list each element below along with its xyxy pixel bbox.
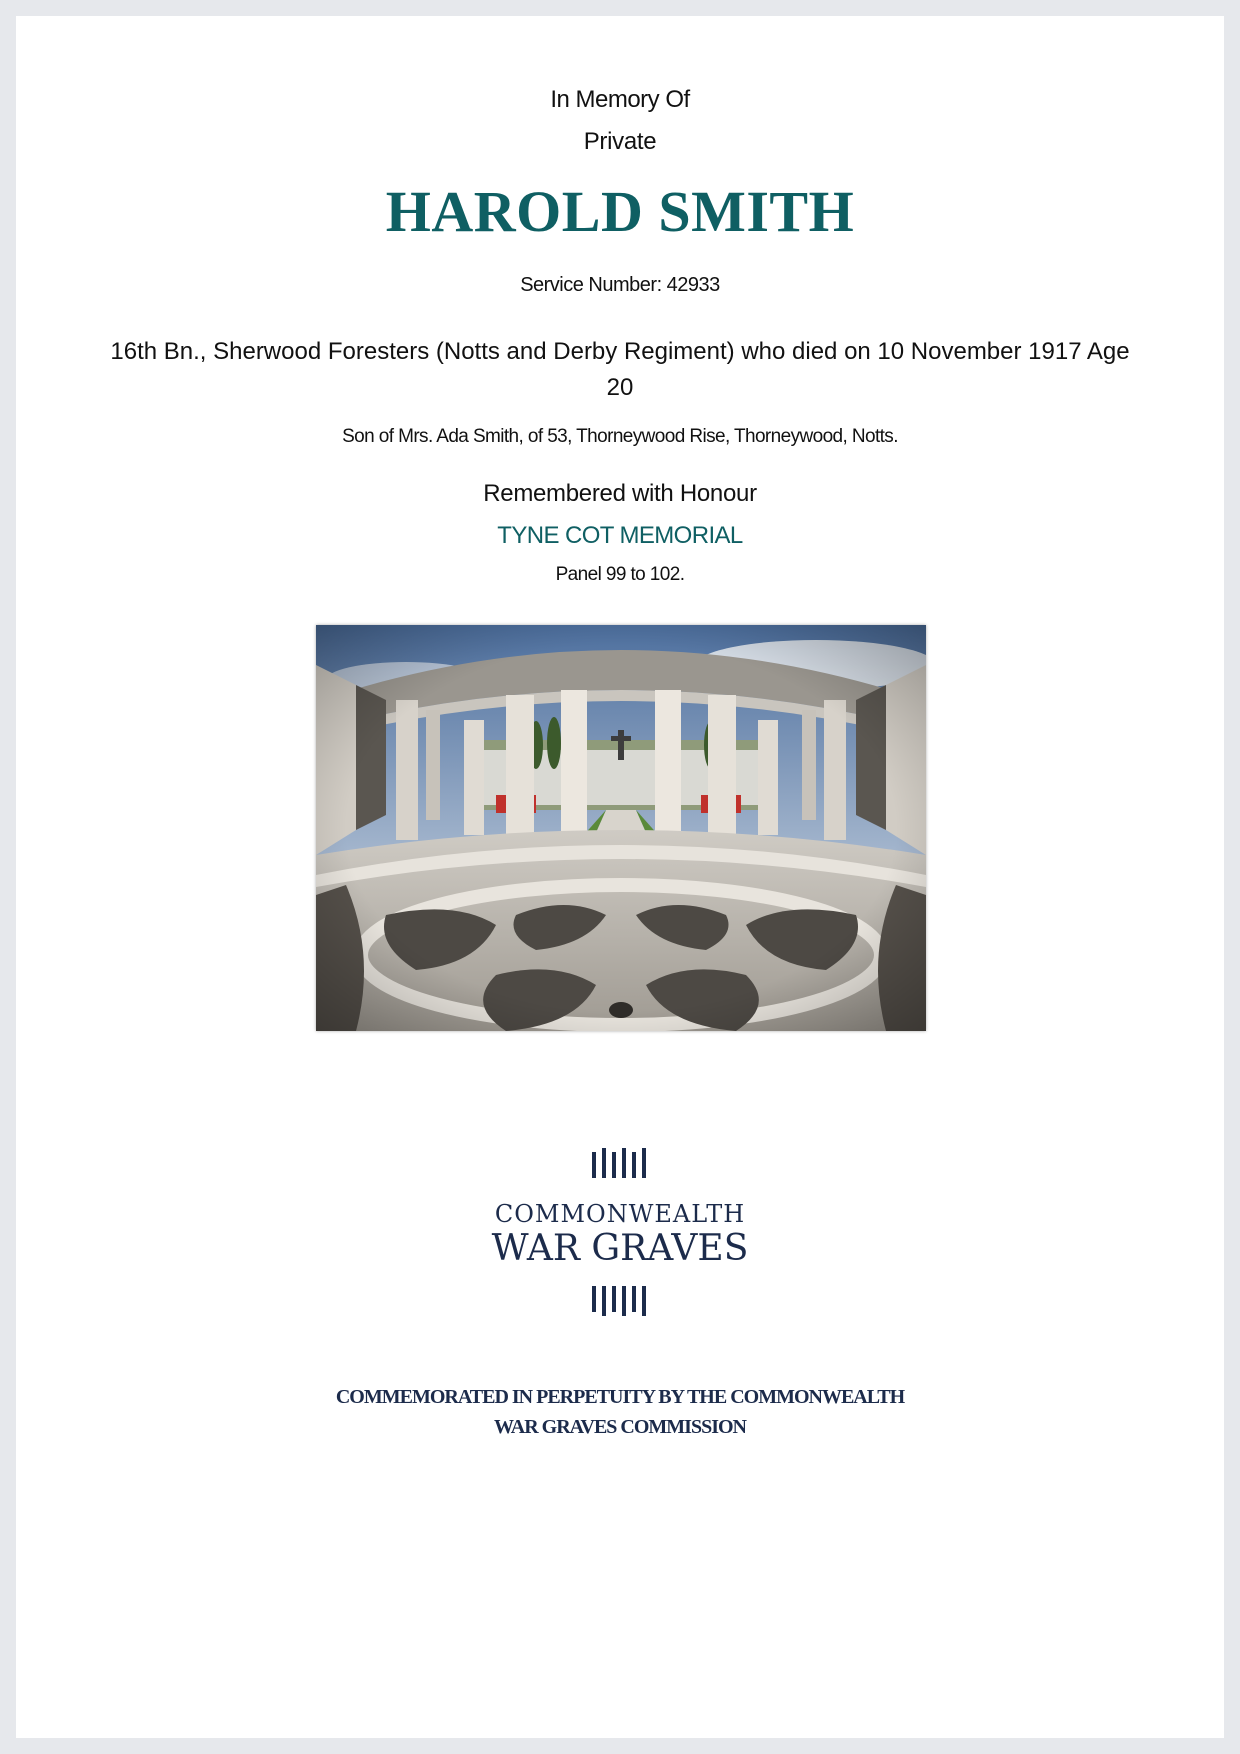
footer-line-1: COMMEMORATED IN PERPETUITY BY THE COMMONWEALTH	[335, 1386, 905, 1408]
memorial-photo	[316, 625, 926, 1031]
rank-label: Private	[583, 128, 657, 155]
in-memory-of-label: In Memory Of	[550, 86, 690, 113]
family-details: Son of Mrs. Ada Smith, of 53, Thorneywood Rise, Thorneywood, Notts.	[342, 426, 898, 447]
commemoration-footer	[16, 1382, 1224, 1442]
remembered-with-honour: Remembered with Honour	[483, 480, 757, 507]
panel-reference: Panel 99 to 102.	[555, 564, 685, 585]
certificate-page	[16, 16, 1224, 1738]
service-number: Service Number: 42933	[520, 274, 720, 296]
logo-bottom-bars-icon	[482, 1286, 758, 1318]
memorial-name: TYNE COT MEMORIAL	[497, 522, 743, 549]
logo-top-bars-icon	[482, 1148, 758, 1180]
casualty-name: HAROLD SMITH	[385, 179, 855, 244]
logo-text-commonwealth: COMMONWEALTH	[494, 1200, 746, 1228]
footer-line-2: WAR GRAVES COMMISSION	[493, 1416, 746, 1438]
cwgc-logo	[482, 1148, 758, 1316]
logo-text-war-graves: WAR GRAVES	[491, 1228, 749, 1269]
memorial-photo-image	[316, 625, 926, 1031]
unit-and-death-text: 16th Bn., Sherwood Foresters (Notts and Derby Regiment) who died on 10 November 1917 Age 20	[110, 338, 1130, 401]
